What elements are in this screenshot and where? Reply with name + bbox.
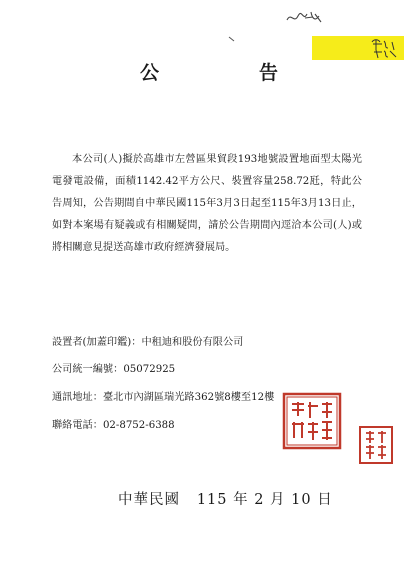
setter-label: 設置者(加蓋印鑑)： — [52, 337, 142, 348]
highlight-tag — [312, 36, 404, 60]
setter-row — [52, 333, 243, 348]
handwritten-signature — [285, 8, 325, 28]
title-char-2: 告 — [258, 62, 280, 84]
unified-no-row — [52, 360, 175, 375]
representative-seal — [358, 425, 394, 465]
unified-no-label: 公司統一編號： — [52, 364, 124, 375]
page-title — [140, 58, 280, 85]
address-value: 臺北市內湖區瑞光路362號8樓至12樓 — [102, 392, 275, 403]
announcement-body: 本公司(人)擬於高雄市左營區果貿段193地號設置地面型太陽光電發電設備，面積1142.42平方公尺、裝置容量258.72瓩，特此公告周知，公告期間自中華民國115年3月3日起至115年3月13日止，如對本案場有疑義或有相關疑問，請於公告期間內逕洽本公司(人)或將相關意見提送高雄市政府經濟發展局。 — [52, 154, 362, 253]
announcement-date: 中華民國 115 年 2 月 10 日 — [118, 492, 333, 508]
phone-row — [52, 416, 175, 431]
unified-no-value: 05072925 — [123, 364, 176, 375]
address-row — [52, 388, 274, 403]
address-label: 通訊地址： — [52, 392, 103, 403]
phone-label: 聯絡電話： — [52, 420, 103, 431]
title-char-1: 公 — [140, 62, 162, 84]
small-mark — [228, 36, 236, 42]
company-seal — [282, 392, 342, 450]
handwritten-mark — [312, 36, 404, 60]
phone-value: 02-8752-6388 — [102, 420, 175, 431]
setter-value: 中租迪和股份有限公司 — [141, 337, 244, 348]
